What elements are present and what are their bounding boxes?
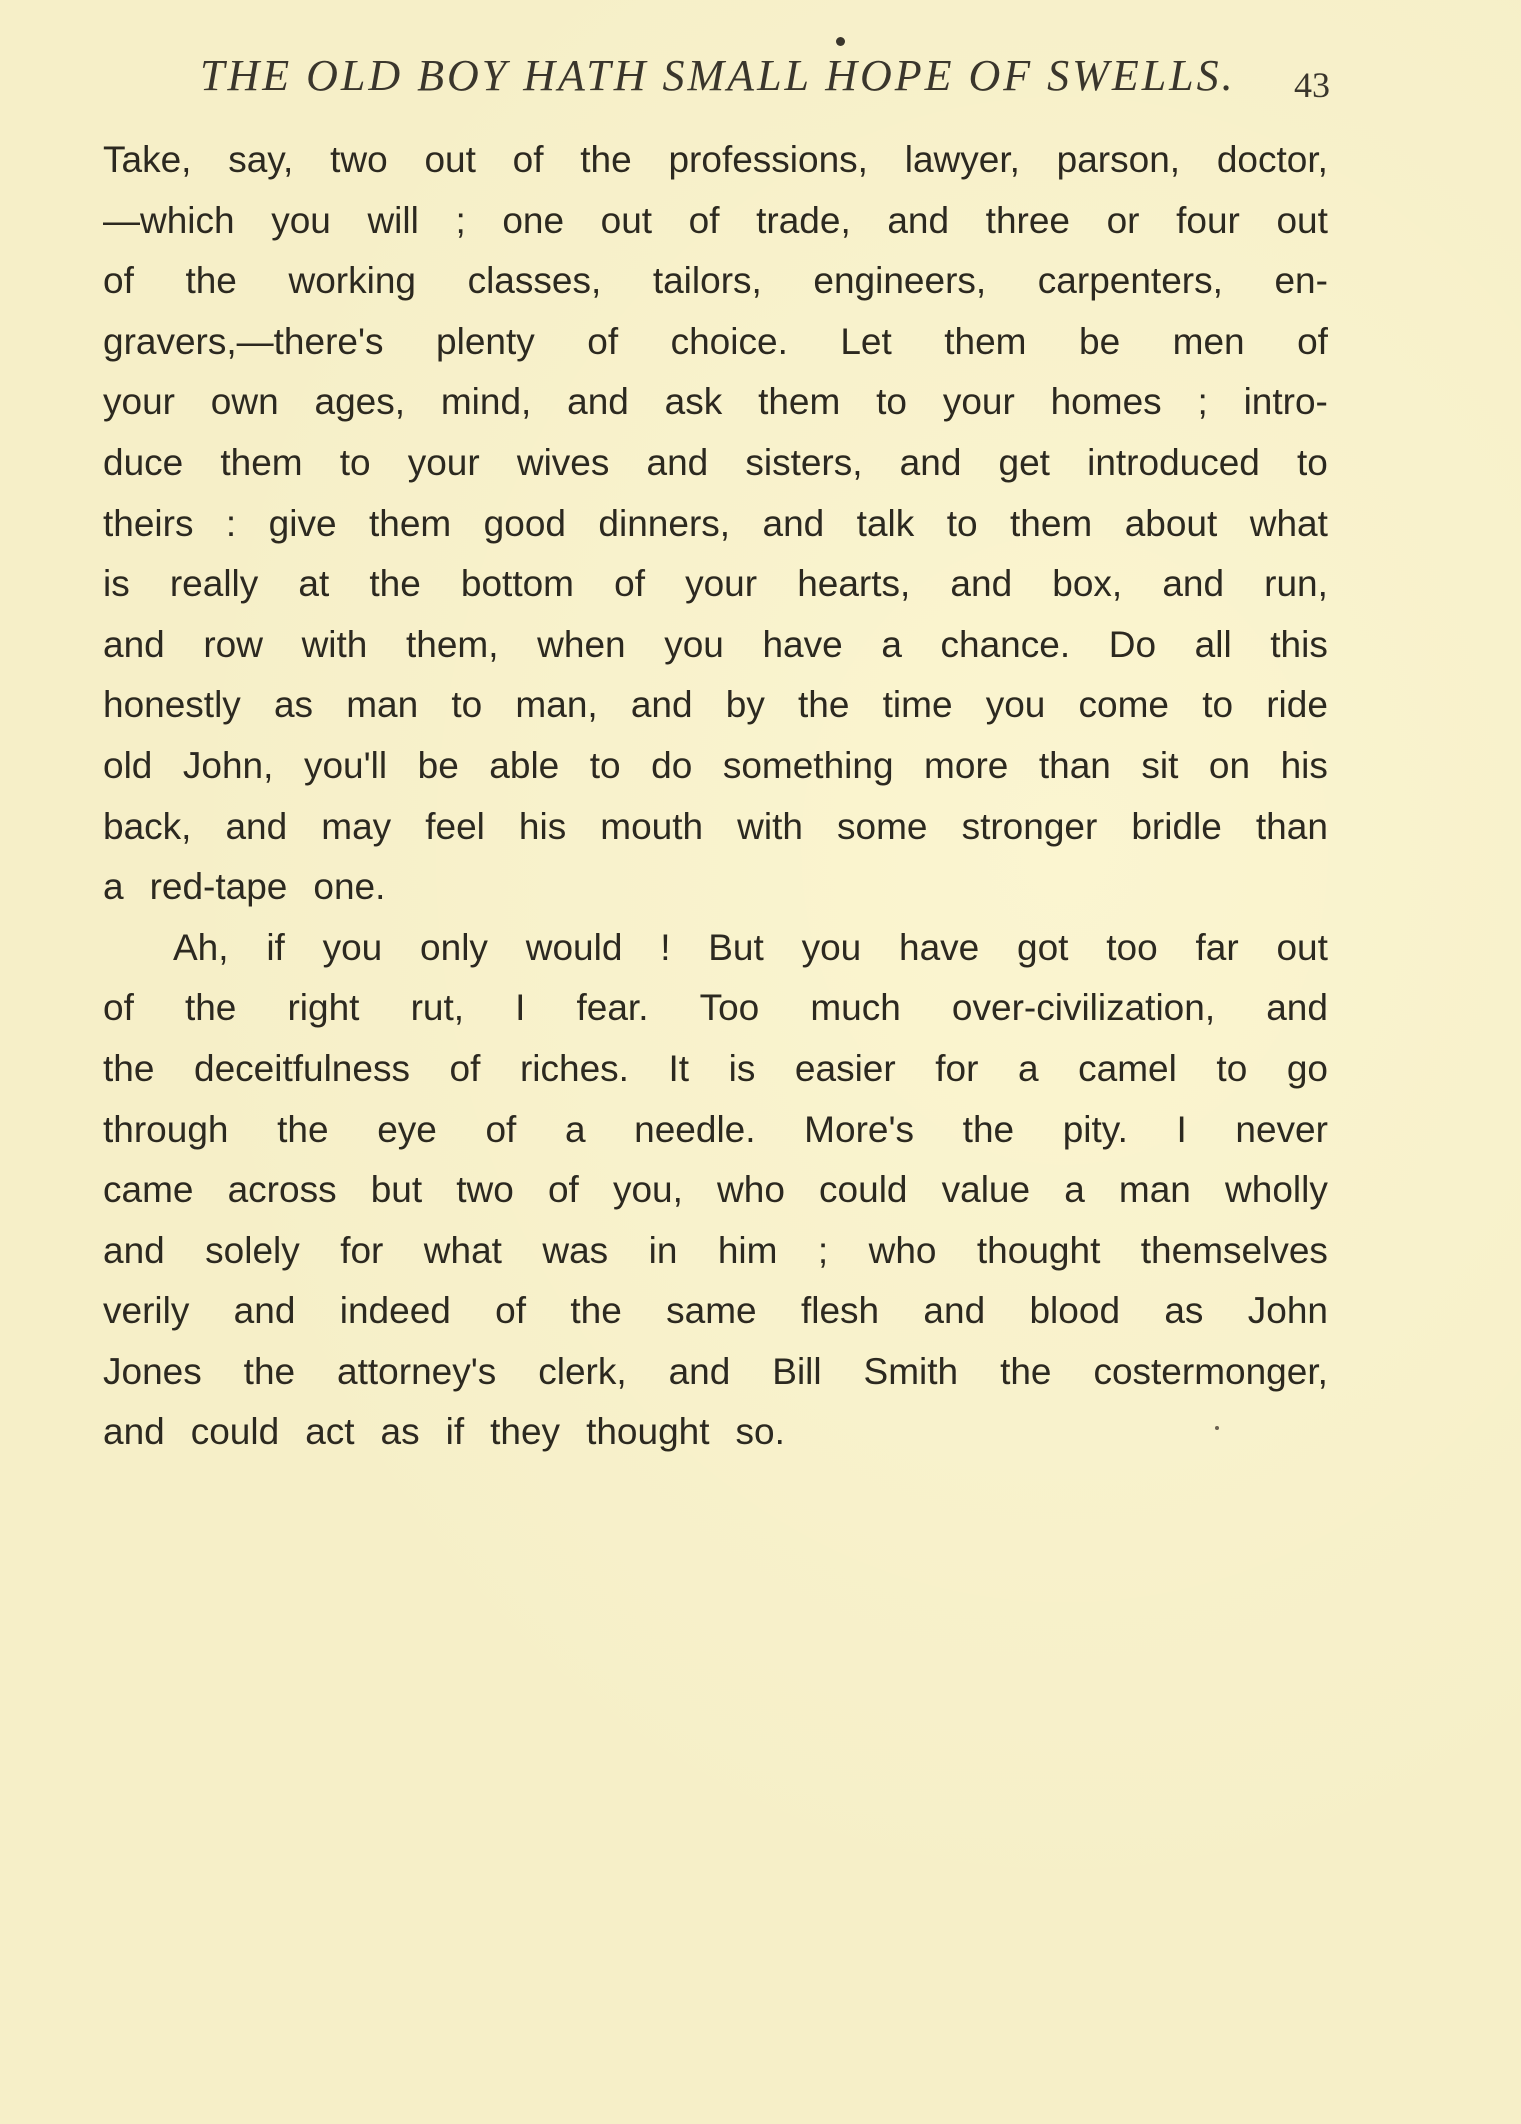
- word: act: [305, 1411, 355, 1453]
- word: good: [483, 502, 566, 544]
- word: and: [630, 684, 693, 726]
- word: of: [688, 199, 720, 241]
- word: say,: [228, 139, 294, 180]
- word: be: [417, 744, 459, 786]
- text-line: [103, 1100, 1328, 1161]
- word: thought: [586, 1411, 710, 1453]
- word: so.: [735, 1411, 785, 1453]
- word: duce: [103, 441, 184, 483]
- word: out: [600, 199, 653, 241]
- text-line: [103, 857, 1328, 918]
- word: than: [1038, 744, 1111, 786]
- word: much: [810, 987, 901, 1029]
- word: —which: [103, 199, 235, 241]
- word: blood: [1029, 1290, 1121, 1332]
- text-line: [103, 1281, 1328, 1342]
- word: feel: [425, 805, 485, 847]
- word: the: [277, 1108, 329, 1150]
- word: deceitfulness: [194, 1047, 410, 1089]
- word: of: [1297, 320, 1328, 362]
- text-line: [103, 433, 1328, 494]
- word: you,: [612, 1169, 683, 1211]
- word: who: [717, 1169, 785, 1211]
- word: and: [899, 441, 962, 483]
- word: choice.: [670, 320, 788, 362]
- word: man: [346, 684, 419, 726]
- word: to: [339, 441, 371, 483]
- word: introduced: [1087, 441, 1260, 483]
- word: fear.: [576, 987, 649, 1029]
- word: men: [1172, 320, 1245, 362]
- word: of: [449, 1047, 481, 1089]
- word: on: [1208, 744, 1251, 786]
- word: thought: [976, 1229, 1101, 1271]
- word: the: [185, 260, 237, 302]
- word: the: [369, 563, 421, 605]
- word: back,: [103, 805, 192, 847]
- word: a: [881, 623, 902, 665]
- word: ;: [1197, 381, 1208, 423]
- word: ride: [1266, 684, 1328, 726]
- word: have: [762, 623, 843, 665]
- word: go: [1286, 1047, 1328, 1089]
- word: costermonger,: [1093, 1350, 1328, 1392]
- word: But: [708, 926, 764, 968]
- word: stronger: [961, 805, 1098, 847]
- word: them: [368, 502, 452, 544]
- word: and: [1162, 563, 1225, 605]
- word: Smith: [863, 1350, 959, 1392]
- text-line: [103, 797, 1328, 858]
- word: eye: [377, 1108, 437, 1150]
- word: time: [882, 684, 953, 726]
- word: old: [103, 744, 153, 786]
- word: them: [758, 381, 841, 423]
- word: the: [962, 1108, 1015, 1150]
- word: and: [103, 1411, 165, 1453]
- word: and: [567, 381, 629, 423]
- text-line: [103, 978, 1328, 1039]
- running-head: [200, 50, 1330, 110]
- word: attorney's: [337, 1350, 497, 1392]
- word: and: [950, 563, 1013, 605]
- word: and: [233, 1290, 296, 1332]
- word: out: [1276, 926, 1328, 968]
- text-line: [103, 130, 1328, 191]
- word: a: [564, 1108, 586, 1150]
- word: right: [287, 987, 360, 1029]
- word: and: [103, 623, 165, 665]
- word: them: [1009, 502, 1093, 544]
- word: flesh: [800, 1290, 880, 1332]
- word: to: [451, 684, 483, 726]
- word: to: [946, 502, 978, 544]
- text-line: [103, 1221, 1328, 1282]
- word: Ah,: [173, 926, 229, 968]
- word: row: [203, 623, 263, 665]
- word: mouth: [600, 805, 704, 847]
- text-line: [103, 615, 1328, 676]
- word: classes,: [467, 260, 602, 302]
- word: a: [1064, 1169, 1085, 1211]
- word: across: [227, 1169, 337, 1211]
- word: come: [1078, 684, 1170, 726]
- word: as: [273, 684, 314, 726]
- text-line: [103, 554, 1328, 615]
- word: box,: [1052, 563, 1123, 605]
- word: sisters,: [745, 441, 863, 483]
- text-line: [103, 312, 1328, 373]
- word: one.: [313, 866, 386, 908]
- word: would: [525, 926, 623, 968]
- word: to: [1216, 1047, 1248, 1089]
- word: en-: [1274, 260, 1328, 302]
- word: Take,: [103, 139, 192, 180]
- word: four: [1176, 199, 1240, 241]
- word: about: [1124, 502, 1218, 544]
- word: plenty: [436, 320, 535, 362]
- word: for: [340, 1229, 384, 1271]
- word: over-civilization,: [951, 987, 1216, 1029]
- word: camel: [1078, 1047, 1177, 1089]
- word: only: [420, 926, 488, 968]
- word: the: [184, 987, 237, 1029]
- word: Let: [840, 320, 892, 362]
- word: your: [407, 441, 480, 483]
- word: the: [580, 139, 632, 180]
- word: is: [728, 1047, 756, 1089]
- word: for: [935, 1047, 979, 1089]
- word: carpenters,: [1037, 260, 1223, 302]
- word: never: [1235, 1108, 1328, 1150]
- word: engineers,: [813, 260, 987, 302]
- word: bridle: [1131, 805, 1222, 847]
- word: in: [648, 1229, 678, 1271]
- word: is: [103, 563, 130, 605]
- word: give: [268, 502, 337, 544]
- text-line: [103, 1160, 1328, 1221]
- word: bottom: [460, 563, 575, 605]
- word: you: [801, 926, 862, 968]
- word: :: [225, 502, 237, 544]
- word: needle.: [634, 1108, 756, 1150]
- word: and: [762, 502, 825, 544]
- word: two: [330, 139, 388, 180]
- word: will: [367, 199, 419, 241]
- word: Bill: [772, 1350, 822, 1392]
- word: doctor,: [1216, 139, 1328, 180]
- word: same: [666, 1290, 757, 1332]
- word: could: [819, 1169, 908, 1211]
- word: you: [664, 623, 724, 665]
- word: got: [1017, 926, 1069, 968]
- word: them,: [406, 623, 499, 665]
- word: pity.: [1062, 1108, 1128, 1150]
- word: when: [537, 623, 626, 665]
- word: with: [301, 623, 368, 665]
- word: who: [868, 1229, 937, 1271]
- word: at: [298, 563, 330, 605]
- word: indeed: [339, 1290, 451, 1332]
- word: riches.: [519, 1047, 629, 1089]
- word: able: [489, 744, 560, 786]
- word: and: [887, 199, 950, 241]
- word: too: [1106, 926, 1158, 968]
- word: what: [1249, 502, 1328, 544]
- word: two: [456, 1169, 514, 1211]
- word: through: [103, 1108, 229, 1150]
- word: dinners,: [598, 502, 731, 544]
- word: three: [985, 199, 1071, 241]
- word: gravers,—there's: [103, 320, 384, 362]
- word: I: [1176, 1108, 1187, 1150]
- word: came: [103, 1169, 194, 1211]
- word: of: [103, 260, 134, 302]
- word: more: [924, 744, 1009, 786]
- word: It: [668, 1047, 690, 1089]
- word: chance.: [940, 623, 1071, 665]
- word: as: [380, 1411, 420, 1453]
- word: wholly: [1225, 1169, 1328, 1211]
- word: be: [1079, 320, 1121, 362]
- word: John,: [182, 744, 274, 786]
- word: run,: [1264, 563, 1328, 605]
- word: or: [1106, 199, 1140, 241]
- word: man: [1118, 1169, 1191, 1211]
- word: ;: [817, 1229, 829, 1271]
- word: theirs: [103, 502, 194, 544]
- word: and: [1266, 987, 1328, 1029]
- word: the: [798, 684, 850, 726]
- word: was: [542, 1229, 609, 1271]
- word: of: [614, 563, 645, 605]
- word: tailors,: [652, 260, 762, 302]
- text-line: [103, 1039, 1328, 1100]
- word: John: [1247, 1290, 1328, 1332]
- word: of: [547, 1169, 579, 1211]
- word: to: [589, 744, 621, 786]
- word: verily: [103, 1290, 190, 1332]
- word: all: [1194, 623, 1232, 665]
- word: Too: [699, 987, 760, 1029]
- word: More's: [804, 1108, 915, 1150]
- word: clerk,: [538, 1350, 627, 1392]
- body-text: [103, 130, 1328, 1463]
- word: what: [423, 1229, 502, 1271]
- word: by: [725, 684, 765, 726]
- word: a: [1018, 1047, 1039, 1089]
- word: them: [220, 441, 303, 483]
- word: Do: [1108, 623, 1157, 665]
- word: do: [651, 744, 693, 786]
- word: to: [1297, 441, 1328, 483]
- text-line: [103, 918, 1328, 979]
- ink-speck: [1215, 1426, 1219, 1430]
- word: man,: [515, 684, 598, 726]
- word: ;: [455, 199, 466, 241]
- word: if: [445, 1411, 465, 1453]
- word: of: [485, 1108, 517, 1150]
- word: his: [1280, 744, 1328, 786]
- word: of: [103, 987, 134, 1029]
- word: his: [518, 805, 567, 847]
- word: honestly: [103, 684, 241, 726]
- text-line: [103, 1342, 1328, 1403]
- word: but: [370, 1169, 423, 1211]
- word: than: [1255, 805, 1328, 847]
- word: a: [103, 866, 124, 908]
- word: to: [876, 381, 907, 423]
- word: trade,: [756, 199, 851, 241]
- word: get: [998, 441, 1050, 483]
- word: something: [722, 744, 894, 786]
- word: the: [1000, 1350, 1052, 1392]
- text-line: [103, 251, 1328, 312]
- word: value: [941, 1169, 1031, 1211]
- word: intro-: [1243, 381, 1328, 423]
- word: out: [1276, 199, 1328, 241]
- word: your: [103, 381, 175, 423]
- word: of: [512, 139, 544, 180]
- word: you: [322, 926, 383, 968]
- word: of: [495, 1290, 527, 1332]
- word: sit: [1141, 744, 1179, 786]
- word: this: [1270, 623, 1328, 665]
- text-line: [103, 494, 1328, 555]
- word: talk: [856, 502, 915, 544]
- word: and: [225, 805, 288, 847]
- word: professions,: [668, 139, 868, 180]
- word: ask: [664, 381, 723, 423]
- text-line: [103, 1402, 1328, 1463]
- word: with: [737, 805, 803, 847]
- word: the: [103, 1047, 155, 1089]
- word: some: [837, 805, 928, 847]
- printer-dot: [836, 37, 845, 46]
- word: they: [490, 1411, 561, 1453]
- word: solely: [205, 1229, 300, 1271]
- word: your: [685, 563, 758, 605]
- text-line: [103, 191, 1328, 252]
- word: really: [169, 563, 259, 605]
- word: one: [502, 199, 565, 241]
- running-title: THE OLD BOY HATH SMALL HOPE OF SWELLS.: [200, 51, 1236, 100]
- word: as: [1164, 1290, 1204, 1332]
- text-line: [103, 675, 1328, 736]
- word: the: [570, 1290, 622, 1332]
- word: have: [899, 926, 980, 968]
- word: and: [923, 1290, 986, 1332]
- word: you'll: [303, 744, 388, 786]
- word: easier: [794, 1047, 896, 1089]
- word: ages,: [314, 381, 406, 423]
- word: themselves: [1140, 1229, 1328, 1271]
- word: to: [1202, 684, 1234, 726]
- word: if: [266, 926, 285, 968]
- word: hearts,: [797, 563, 911, 605]
- word: homes: [1050, 381, 1162, 423]
- word: own: [210, 381, 279, 423]
- word: your: [942, 381, 1015, 423]
- word: the: [243, 1350, 296, 1392]
- word: I: [515, 987, 526, 1029]
- word: him: [717, 1229, 778, 1271]
- word: Jones: [103, 1350, 202, 1392]
- word: may: [321, 805, 392, 847]
- word: lawyer,: [904, 139, 1020, 180]
- word: out: [424, 139, 476, 180]
- word: and: [103, 1229, 165, 1271]
- word: red-tape: [149, 866, 288, 908]
- text-line: [103, 372, 1328, 433]
- word: could: [190, 1411, 280, 1453]
- word: them: [944, 320, 1027, 362]
- word: of: [587, 320, 619, 362]
- word: parson,: [1056, 139, 1181, 180]
- word: you: [271, 199, 331, 241]
- word: wives: [516, 441, 610, 483]
- word: !: [660, 926, 671, 968]
- word: and: [668, 1350, 731, 1392]
- page-number: 43: [1294, 65, 1330, 105]
- word: working: [288, 260, 416, 302]
- text-line: [103, 736, 1328, 797]
- word: rut,: [410, 987, 465, 1029]
- word: you: [985, 684, 1046, 726]
- word: far: [1195, 926, 1239, 968]
- word: and: [646, 441, 709, 483]
- word: mind,: [440, 381, 532, 423]
